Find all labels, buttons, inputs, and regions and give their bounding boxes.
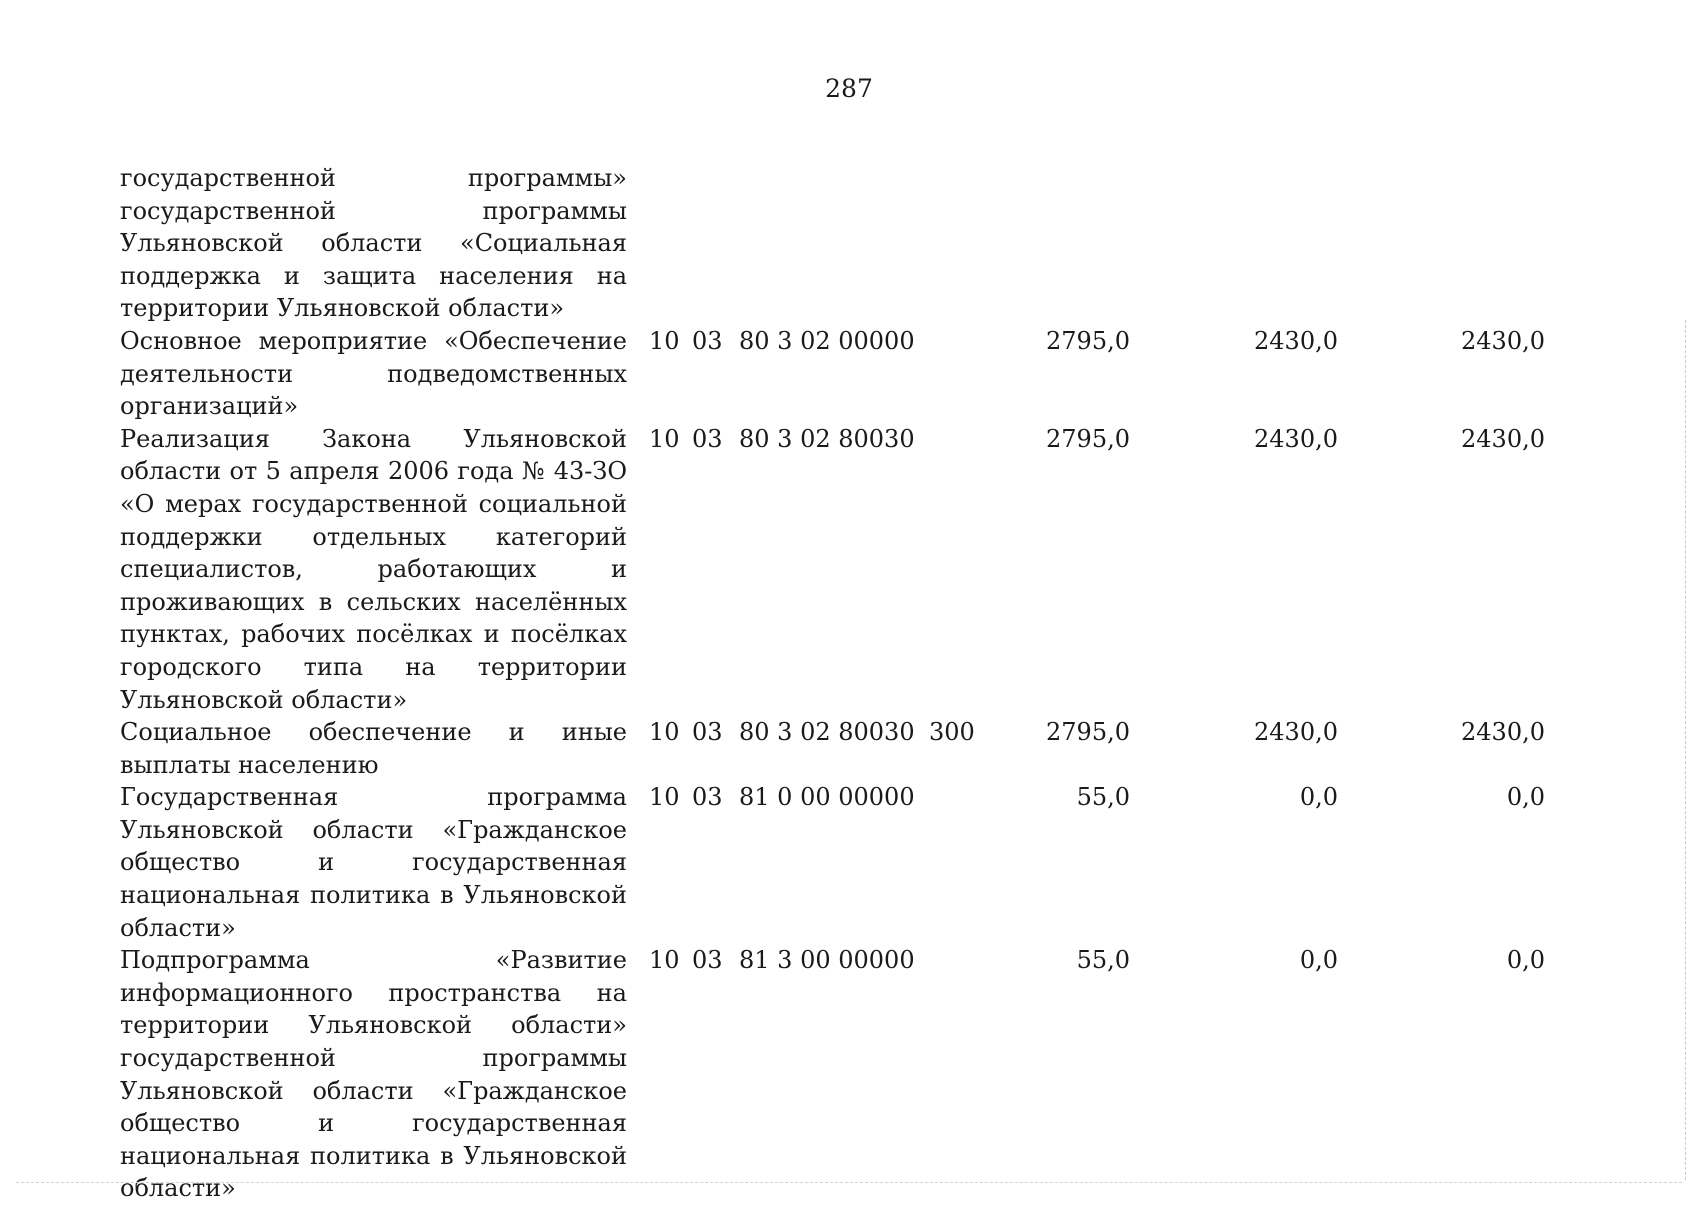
row-amount-1: 2795,0 (1046, 326, 1130, 355)
row-amount-1: 55,0 (1076, 946, 1130, 975)
row-description: Социальное обеспечение и иные выплаты населению (120, 718, 627, 779)
row-razdel: 10 (649, 326, 680, 355)
row-description: государственной программы» государственной программы Ульяновской области «Социальная поддержка и защита населения на территории Ульяновской области» (120, 164, 627, 323)
row-amount-1: 55,0 (1076, 783, 1130, 812)
table-row (0, 325, 1698, 423)
row-amount-1: 2795,0 (1046, 718, 1130, 747)
row-description: Основное мероприятие «Обеспечение деятельности подведомственных организаций» (120, 326, 627, 421)
row-razdel: 10 (649, 424, 680, 453)
row-amount-3: 0,0 (1506, 783, 1545, 812)
row-razdel: 10 (649, 946, 680, 975)
row-target-article: 81 0 00 00000 (739, 783, 915, 812)
row-podrazdel: 03 (692, 946, 723, 975)
row-description: Подпрограмма «Развитие информационного пространства на территории Ульяновской области» государственной программы Ульяновской области «Гражданское общество и государственная национальная политика в Ульяновской области» (120, 946, 627, 1203)
row-amount-2: 2430,0 (1254, 718, 1338, 747)
row-amount-3: 2430,0 (1461, 424, 1545, 453)
table-row (0, 781, 1698, 944)
row-target-article: 80 3 02 80030 (739, 718, 915, 747)
page-number: 287 (825, 74, 873, 103)
table-row (0, 423, 1698, 716)
table-row (0, 162, 1698, 325)
row-description: Реализация Закона Ульяновской области от 5 апреля 2006 года № 43-ЗО «О мерах государственной социальной поддержки отдельных категорий специалистов, работающих и проживающих в сельских населённых пунктах, рабочих посёлках и посёлках городского типа на территории Ульяновской области» (120, 424, 627, 714)
row-amount-2: 0,0 (1299, 946, 1338, 975)
row-target-article: 80 3 02 80030 (739, 424, 915, 453)
row-amount-3: 0,0 (1506, 946, 1545, 975)
row-amount-2: 0,0 (1299, 783, 1338, 812)
row-amount-3: 2430,0 (1461, 326, 1545, 355)
row-amount-2: 2430,0 (1254, 424, 1338, 453)
row-target-article: 81 3 00 00000 (739, 946, 915, 975)
row-amount-1: 2795,0 (1046, 424, 1130, 453)
row-target-article: 80 3 02 00000 (739, 326, 915, 355)
row-description: Государственная программа Ульяновской области «Гражданское общество и государственная национальная политика в Ульяновской области» (120, 783, 627, 942)
row-amount-3: 2430,0 (1461, 718, 1545, 747)
table-row (0, 944, 1698, 1205)
scan-edge-right (1685, 320, 1686, 1180)
row-podrazdel: 03 (692, 424, 723, 453)
row-amount-2: 2430,0 (1254, 326, 1338, 355)
row-podrazdel: 03 (692, 326, 723, 355)
row-podrazdel: 03 (692, 718, 723, 747)
row-razdel: 10 (649, 718, 680, 747)
budget-table (0, 162, 1698, 1205)
row-expense-type: 300 (929, 718, 975, 747)
table-row (0, 716, 1698, 781)
row-razdel: 10 (649, 783, 680, 812)
row-podrazdel: 03 (692, 783, 723, 812)
scan-edge-bottom (16, 1182, 1682, 1183)
